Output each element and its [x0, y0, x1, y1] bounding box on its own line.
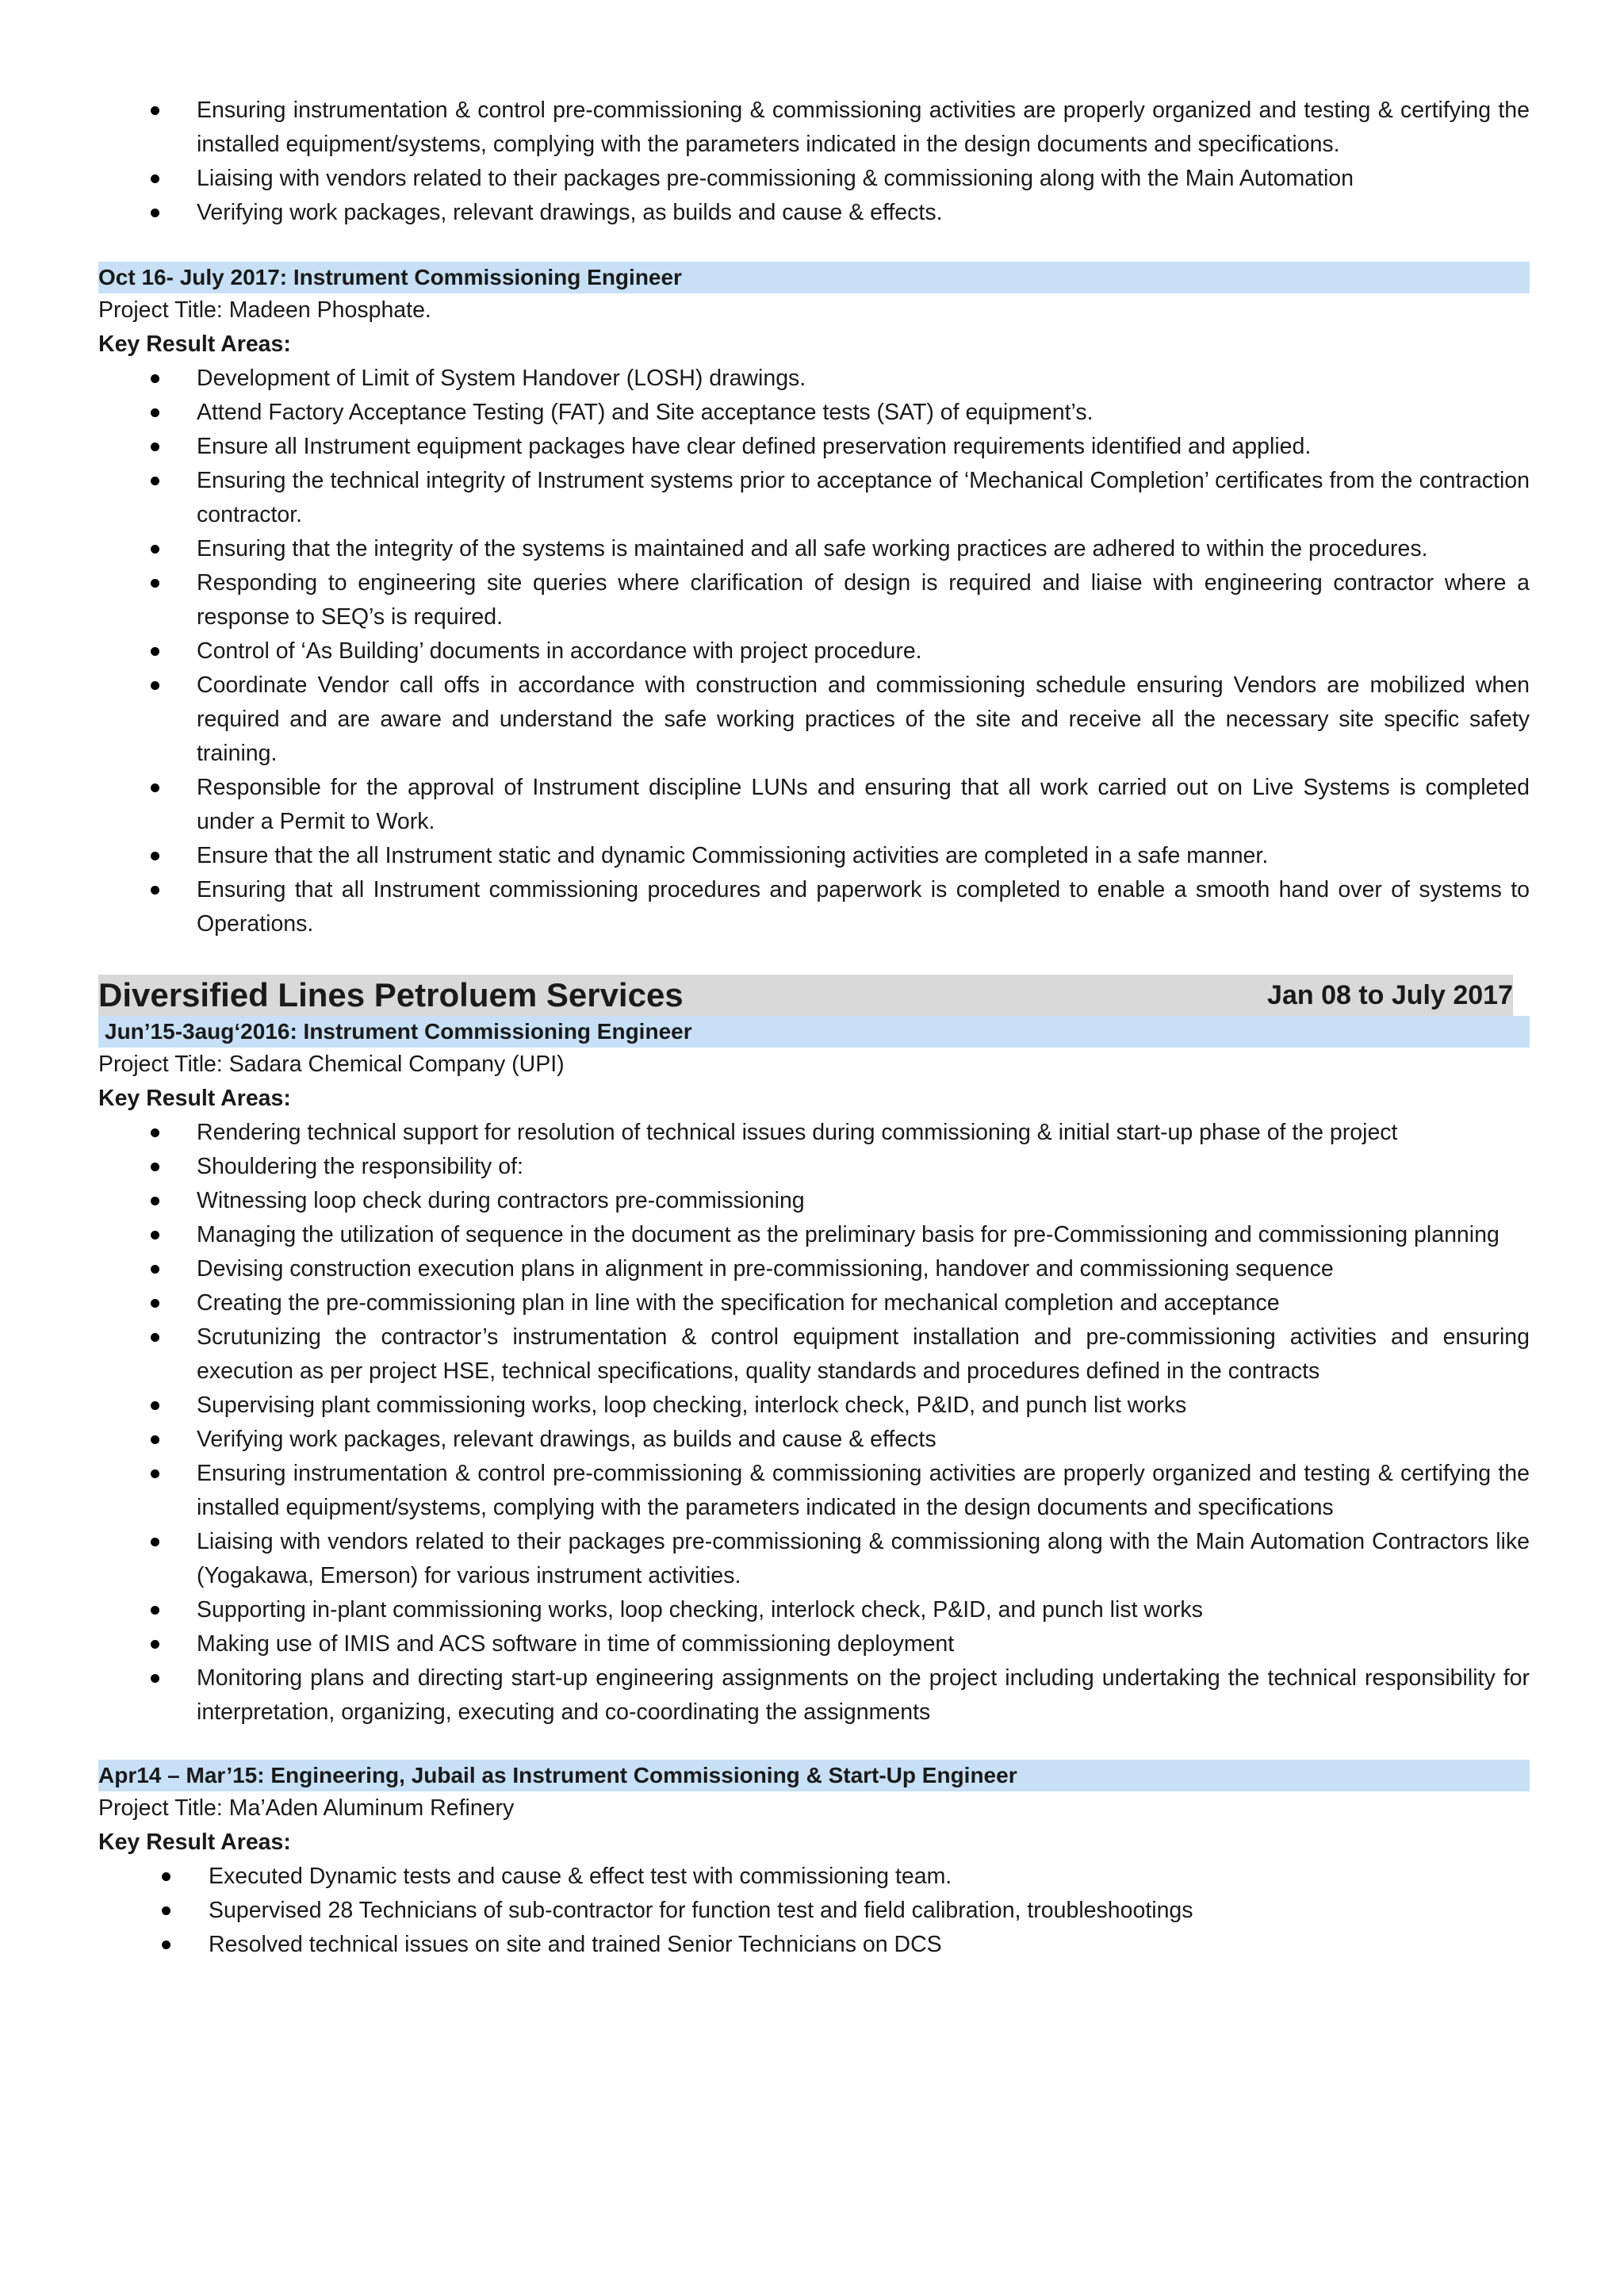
- bullet-icon: [151, 852, 159, 860]
- bullet-icon: [151, 408, 159, 417]
- bullet-icon: [151, 209, 159, 217]
- bullet-icon: [151, 1640, 159, 1649]
- bullet-icon: [151, 1469, 159, 1478]
- list-item: Control of ‘As Building’ documents in accordance with project procedure.: [98, 634, 1530, 669]
- list-item: Managing the utilization of sequence in the document as the preliminary basis for pre-Commissioning and commissioning planning: [98, 1218, 1530, 1252]
- list-item: Verifying work packages, relevant drawings, as builds and cause & effects.: [98, 196, 1530, 230]
- list-item: Supporting in-plant commissioning works, loop checking, interlock check, P&ID, and punch list works: [98, 1593, 1530, 1627]
- list-item: Executed Dynamic tests and cause & effect test with commissioning team.: [98, 1860, 1530, 1894]
- list-item: Resolved technical issues on site and trained Senior Technicians on DCS: [98, 1928, 1530, 1962]
- bullet-icon: [162, 1906, 170, 1915]
- list-item: Ensuring that all Instrument commissioning procedures and paperwork is completed to enable a smooth hand over of systems to Operations.: [98, 873, 1530, 941]
- list-item: Coordinate Vendor call offs in accordance with construction and commissioning schedule ensuring Vendors are mobilized when required and are aware and understand the safe working practices of the site and receive all the necessary site specific safety training.: [98, 669, 1530, 771]
- list-item: Devising construction execution plans in alignment in pre-commissioning, handover and commissioning sequence: [98, 1252, 1530, 1286]
- bullet-icon: [151, 1299, 159, 1308]
- bullet-icon: [151, 477, 159, 485]
- bullet-icon: [151, 174, 159, 183]
- bullet-icon: [151, 443, 159, 451]
- list-item: Ensuring that the integrity of the systems is maintained and all safe working practices are adhered to within the procedures.: [98, 532, 1530, 566]
- list-item: Ensuring instrumentation & control pre-commissioning & commissioning activities are properly organized and testing & certifying the installed equipment/systems, complying with the parameters indicated in the design documents and specifications.: [98, 94, 1530, 162]
- list-item: Supervised 28 Technicians of sub-contractor for function test and field calibration, troubleshootings: [98, 1894, 1530, 1928]
- bullet-icon: [151, 1435, 159, 1444]
- key-result-areas-label: Key Result Areas:: [98, 331, 291, 357]
- bullet-icon: [151, 784, 159, 792]
- bullet-icon: [151, 1163, 159, 1171]
- key-result-areas-label: Key Result Areas:: [98, 1086, 291, 1111]
- role3-bullet-list: [98, 1860, 1530, 1962]
- list-item: Supervising plant commissioning works, loop checking, interlock check, P&ID, and punch list works: [98, 1389, 1530, 1423]
- role1-bullet-list: [98, 362, 1530, 941]
- role-heading-sadara: Jun’15-3aug‘2016: Instrument Commissioning Engineer: [98, 1016, 1530, 1048]
- list-item: Attend Factory Acceptance Testing (FAT) and Site acceptance tests (SAT) of equipment’s.: [98, 396, 1530, 430]
- bullet-icon: [162, 1872, 170, 1881]
- project-title: Project Title: Sadara Chemical Company (UPI): [98, 1052, 565, 1077]
- bullet-icon: [151, 545, 159, 554]
- key-result-areas-label: Key Result Areas:: [98, 1829, 291, 1855]
- list-item: Ensuring the technical integrity of Instrument systems prior to acceptance of ‘Mechanical Completion’ certificates from the contraction contractor.: [98, 464, 1530, 532]
- role-heading-maaden: Apr14 – Mar’15: Engineering, Jubail as Instrument Commissioning & Start-Up Engineer: [98, 1760, 1530, 1791]
- role2-bullet-list: [98, 1116, 1530, 1730]
- bullet-icon: [151, 374, 159, 383]
- list-item: Scrutunizing the contractor’s instrumentation & control equipment installation and pre-commissioning activities and ensuring execution as per project HSE, technical specifications, quality standards and procedures defined in the contracts: [98, 1320, 1530, 1389]
- list-item: Creating the pre-commissioning plan in line with the specification for mechanical completion and acceptance: [98, 1286, 1530, 1320]
- bullet-icon: [151, 681, 159, 690]
- company-heading: [98, 975, 1513, 1016]
- project-title: Project Title: Madeen Phosphate.: [98, 297, 431, 323]
- list-item: Making use of IMIS and ACS software in time of commissioning deployment: [98, 1627, 1530, 1661]
- list-item: Ensure all Instrument equipment packages have clear defined preservation requirements identified and applied.: [98, 430, 1530, 464]
- project-title: Project Title: Ma’Aden Aluminum Refinery: [98, 1795, 515, 1821]
- bullet-icon: [151, 106, 159, 115]
- list-item: Monitoring plans and directing start-up engineering assignments on the project including undertaking the technical responsibility for interpretation, organizing, executing and co-coordinating the assignments: [98, 1661, 1530, 1730]
- bullet-icon: [151, 1401, 159, 1410]
- company-dates: Jan 08 to July 2017: [1267, 979, 1513, 1010]
- list-item: Responding to engineering site queries where clarification of design is required and liaise with engineering contractor where a response to SEQ’s is required.: [98, 566, 1530, 634]
- bullet-icon: [151, 1231, 159, 1239]
- list-item: Development of Limit of System Handover (LOSH) drawings.: [98, 362, 1530, 396]
- bullet-icon: [151, 1128, 159, 1137]
- company-name: Diversified Lines Petroluem Services: [98, 976, 684, 1013]
- list-item: Ensure that the all Instrument static and dynamic Commissioning activities are completed in a safe manner.: [98, 839, 1530, 873]
- list-item: Liaising with vendors related to their packages pre-commissioning & commissioning along with the Main Automation: [98, 162, 1530, 196]
- list-item: Ensuring instrumentation & control pre-commissioning & commissioning activities are properly organized and testing & certifying the installed equipment/systems, complying with the parameters indicated in the design documents and specifications: [98, 1457, 1530, 1525]
- resume-content: [98, 94, 1530, 1962]
- bullet-icon: [151, 579, 159, 588]
- list-item: Rendering technical support for resolution of technical issues during commissioning & initial start-up phase of the project: [98, 1116, 1530, 1150]
- list-item: Shouldering the responsibility of:: [98, 1150, 1530, 1184]
- list-item: Verifying work packages, relevant drawings, as builds and cause & effects: [98, 1423, 1530, 1457]
- bullet-icon: [151, 1674, 159, 1683]
- bullet-icon: [151, 1606, 159, 1615]
- bullet-icon: [151, 1538, 159, 1546]
- role-heading-madeen: Oct 16- July 2017: Instrument Commissioning Engineer: [98, 262, 1530, 293]
- bullet-icon: [151, 647, 159, 656]
- list-item: Liaising with vendors related to their packages pre-commissioning & commissioning along with the Main Automation Contractors like (Yogakawa, Emerson) for various instrument activities.: [98, 1525, 1530, 1593]
- list-item: Witnessing loop check during contractors pre-commissioning: [98, 1184, 1530, 1218]
- bullet-icon: [151, 886, 159, 895]
- list-item: Responsible for the approval of Instrument discipline LUNs and ensuring that all work carried out on Live Systems is completed under a Permit to Work.: [98, 771, 1530, 839]
- bullet-icon: [151, 1197, 159, 1205]
- bullet-icon: [162, 1941, 170, 1949]
- top-bullet-list: [98, 94, 1530, 230]
- bullet-icon: [151, 1265, 159, 1274]
- bullet-icon: [151, 1333, 159, 1342]
